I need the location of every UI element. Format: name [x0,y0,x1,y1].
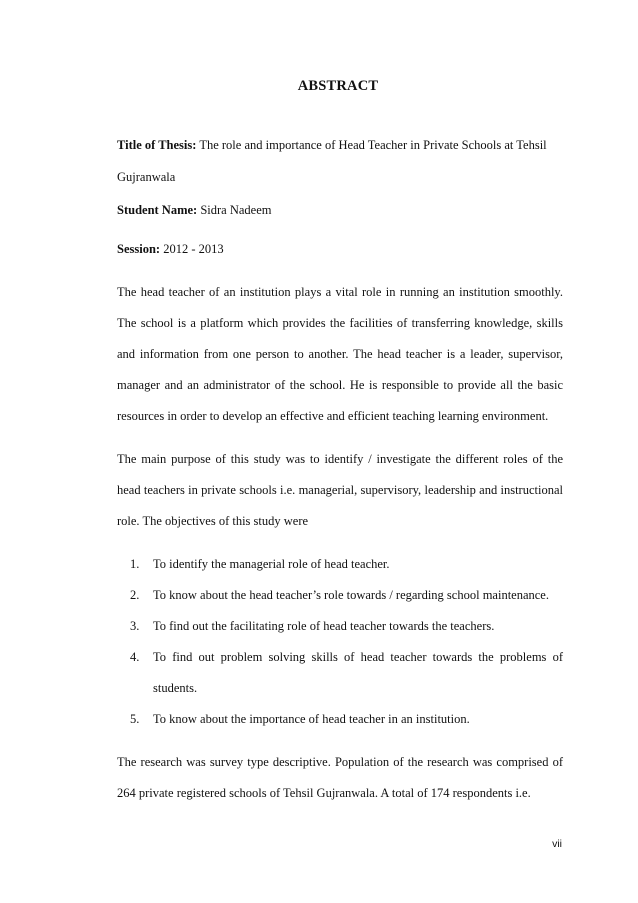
student-name: Sidra Nadeem [200,203,272,217]
objective-text: To find out the facilitating role of head teacher towards the teachers. [153,619,495,633]
abstract-body [117,277,563,821]
objective-text: To identify the managerial role of head teacher. [153,557,390,571]
session-block [117,240,563,258]
objective-text: To know about the importance of head teacher in an institution. [153,712,470,726]
objective-item [117,642,563,704]
abstract-heading: ABSTRACT [297,78,379,94]
session-value: 2012 - 2013 [163,242,224,256]
objective-item [117,549,563,580]
objective-item [117,580,563,611]
thesis-title-block [117,129,563,193]
objectives-list [117,549,563,735]
objective-item [117,704,563,735]
objective-number: 2. [130,588,140,602]
paragraph-research: The research was survey type descriptive. Population of the research was comprised of 264 private registered schools of Tehsil Gujranwala. A total of 174 respondents i.e. [117,755,563,800]
objective-number: 1. [130,557,140,571]
objective-text: To know about the head teacher’s role towards / regarding school maintenance. [153,588,549,602]
objective-number: 4. [130,650,140,664]
objective-number: 5. [130,712,140,726]
thesis-title-label: Title of Thesis: [117,138,197,152]
objective-item [117,611,563,642]
page-number: vii [552,838,562,850]
objective-text: To find out problem solving skills of head teacher towards the problems of students. [153,650,563,695]
paragraph-intro: The head teacher of an institution plays a vital role in running an institution smoothly. The school is a platform which provides the facilities of transferring knowledge, skills and information from one person to another. The head teacher is a leader, supervisor, manager and an administrator of the school. He is responsible to provide all the basic resources in order to develop an effective and efficient teaching learning environment. [117,285,563,423]
session-label: Session: [117,242,161,256]
student-name-block [117,201,563,219]
objective-number: 3. [130,619,140,633]
paragraph-purpose: The main purpose of this study was to identify / investigate the different roles of the head teachers in private schools i.e. managerial, supervisory, leadership and instructional role. The objectives of this study were [117,452,563,528]
thesis-title: The role and importance of Head Teacher in Private Schools at Tehsil Gujranwala [117,138,547,184]
student-name-label: Student Name: [117,203,198,217]
